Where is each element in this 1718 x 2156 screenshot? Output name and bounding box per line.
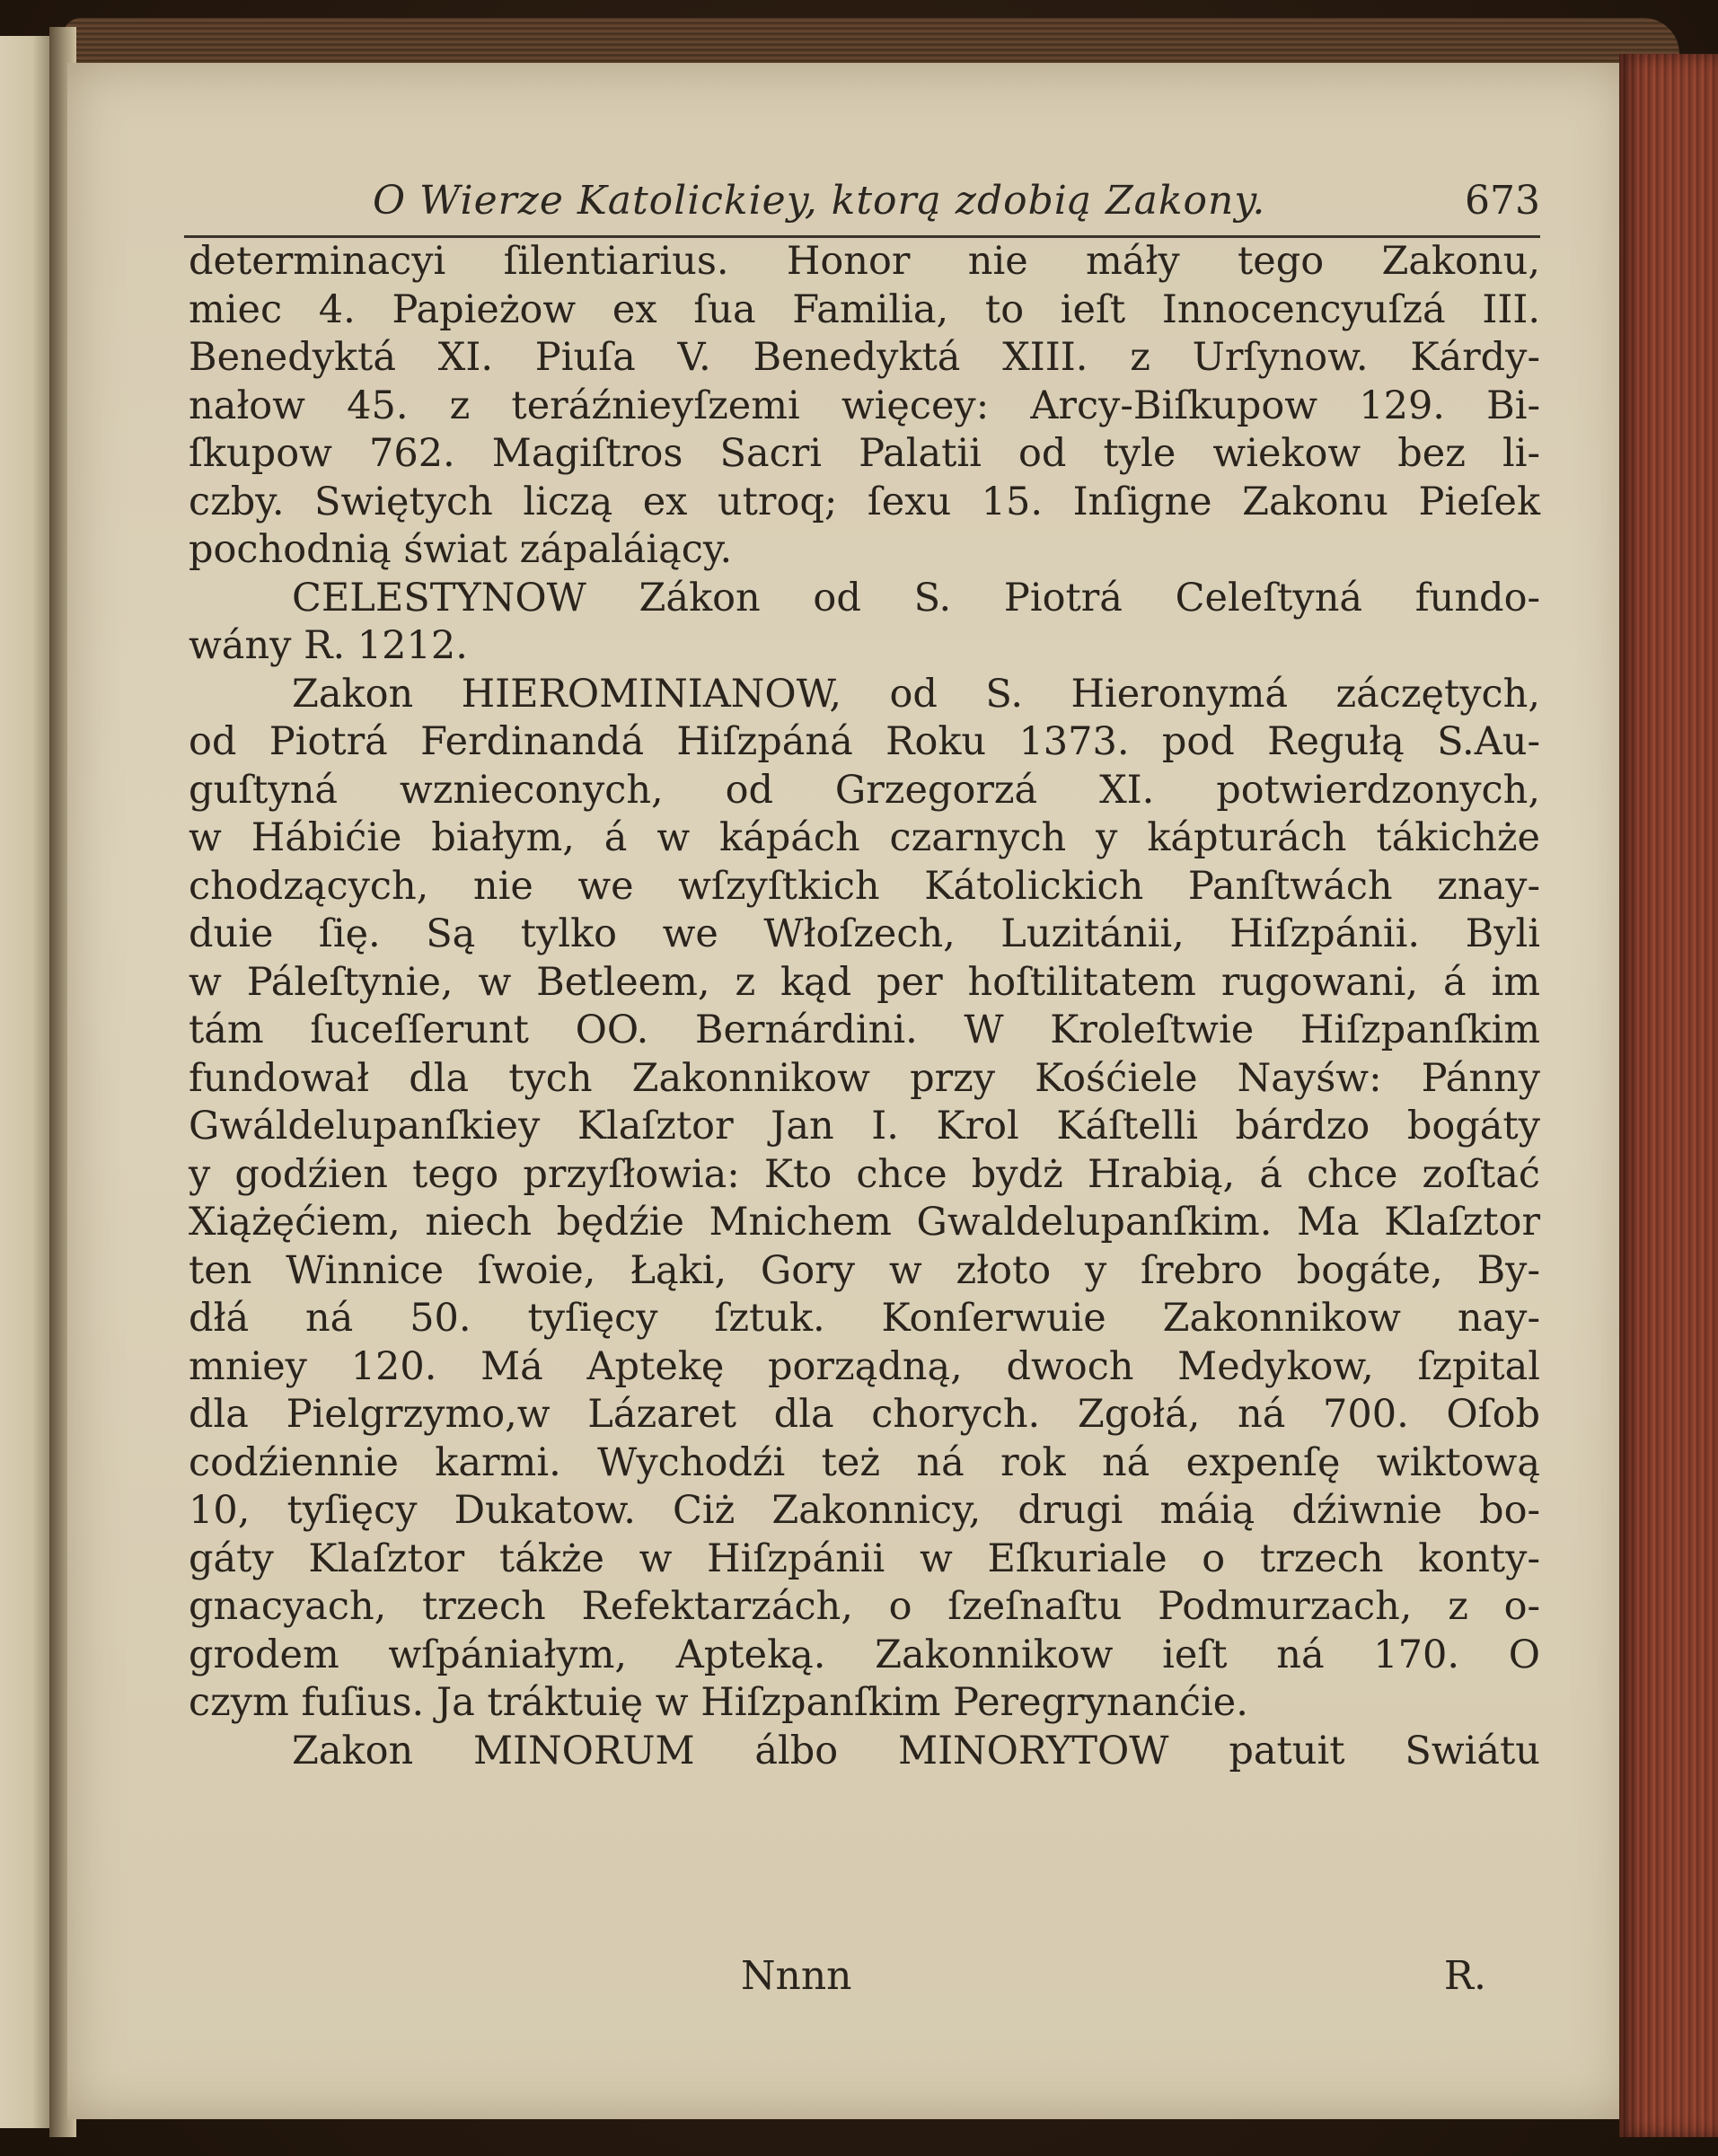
text-line: pochodnią świat zápaláiący.: [189, 527, 733, 572]
text-line: Zakon MINORUM álbo MINORYTOW patuit Swiátu: [292, 1728, 1540, 1773]
text-line: guſtyná wznieconych, od Grzegorzá XI. potwierdzonych,: [189, 767, 1540, 813]
catchword: R.: [1443, 1953, 1486, 1999]
text-line: od Piotrá Ferdinandá Hiſzpáná Roku 1373. pod Regułą S.Au-: [189, 719, 1540, 764]
text-line: miec 4. Papieżow ex ſua Familia, to ieſt Innocencyuſzá III.: [189, 286, 1540, 332]
text-line: mniey 120. Má Aptekę porządną, dwoch Medykow, ſzpital: [189, 1343, 1540, 1389]
body-text: [189, 238, 1540, 1775]
red-page-edges: [1619, 54, 1718, 2137]
text-line: 10, tyſięcy Dukatow. Ciż Zakonnicy, drugi máią dźiwnie bo-: [189, 1488, 1540, 1533]
text-line: duie ſię. Są tylko we Włoſzech, Luzitánii, Hiſzpánii. Byli: [189, 911, 1540, 956]
text-line: ten Winnice ſwoie, Łąki, Gory w złoto y ſrebro bogáte, By-: [189, 1247, 1540, 1293]
facing-page-edge: [0, 36, 54, 2128]
page-footer: [184, 1953, 1486, 2007]
text-line: grodem wſpániałym, Apteką. Zakonnikow ieſt ná 170. O: [189, 1632, 1540, 1677]
text-line: czby. Swiętych liczą ex utroq; ſexu 15. Inſigne Zakonu Pieſek: [189, 479, 1540, 524]
running-title: O Wierze Katolickiey, ktorą zdobią Zakony.: [373, 178, 1266, 224]
text-line: dłá ná 50. tyſięcy ſztuk. Konſerwuie Zakonnikow nay-: [189, 1296, 1540, 1341]
text-line: gnacyach, trzech Refektarzách, o ſzeſnaſtu Podmurzach, z o-: [189, 1584, 1540, 1629]
text-line: chodzących, nie we wſzyſtkich Kátolickich Panſtwách znay-: [189, 863, 1540, 909]
text-line: dla Pielgrzymo,w Lázaret dla chorych. Zgołá, ná 700. Oſob: [189, 1392, 1540, 1437]
text-line: czym fuſius. Ja tráktuię w Hiſzpanſkim Peregrynanćie.: [189, 1680, 1248, 1725]
text-line: fundował dla tych Zakonnikow przy Kośćiele Nayśw: Pánny: [189, 1055, 1540, 1101]
text-line: Zakon HIEROMINIANOW, od S. Hieronymá záczętych,: [292, 671, 1540, 717]
text-line: Gwáldelupanſkiey Klaſztor Jan I. Krol Káſtelli bárdzo bogáty: [189, 1104, 1540, 1148]
text-line: Benedyktá XI. Piuſa V. Benedyktá XIII. z Urſynow. Kárdy-: [189, 335, 1540, 380]
text-line: nałow 45. z teráźnieyſzemi więcey: Arcy-Biſkupow 129. Bi-: [189, 383, 1540, 428]
running-header: [184, 178, 1540, 241]
page-number: 673: [1465, 178, 1540, 224]
text-line: w Páleſtynie, w Betleem, z kąd per hoſtilitatem rugowani, á im: [189, 959, 1540, 1005]
text-line: ſkupow 762. Magiſtros Sacri Palatii od tyle wiekow bez li-: [189, 431, 1540, 476]
text-line: tám ſuceſſerunt OO. Bernárdini. W Kroleſtwie Hiſzpanſkim: [189, 1008, 1540, 1052]
text-line: Xiążęćiem, niech będźie Mnichem Gwaldelupanſkim. Ma Klaſztor: [189, 1200, 1540, 1245]
text-line: w Hábićie białym, á w kápách czarnych y kápturách tákichże: [189, 815, 1540, 860]
text-line: y godźien tego przyſłowia: Kto chce bydż Hrabią, á chce zoſtać: [189, 1151, 1540, 1197]
signature-mark: Nnnn: [741, 1953, 852, 1999]
text-line: gáty Klaſztor tákże w Hiſzpánii w Eſkuriale o trzech konty-: [189, 1536, 1540, 1581]
text-line: codźiennie karmi. Wychodźi też ná rok ná expenſę wiktową: [189, 1439, 1540, 1485]
text-line: wány R. 1212.: [189, 623, 468, 668]
text-line: determinacyi ſilentiarius. Honor nie máły tego Zakonu,: [189, 239, 1540, 284]
text-line: CELESTYNOW Zákon od S. Piotrá Celeſtyná fundo-: [292, 575, 1540, 620]
